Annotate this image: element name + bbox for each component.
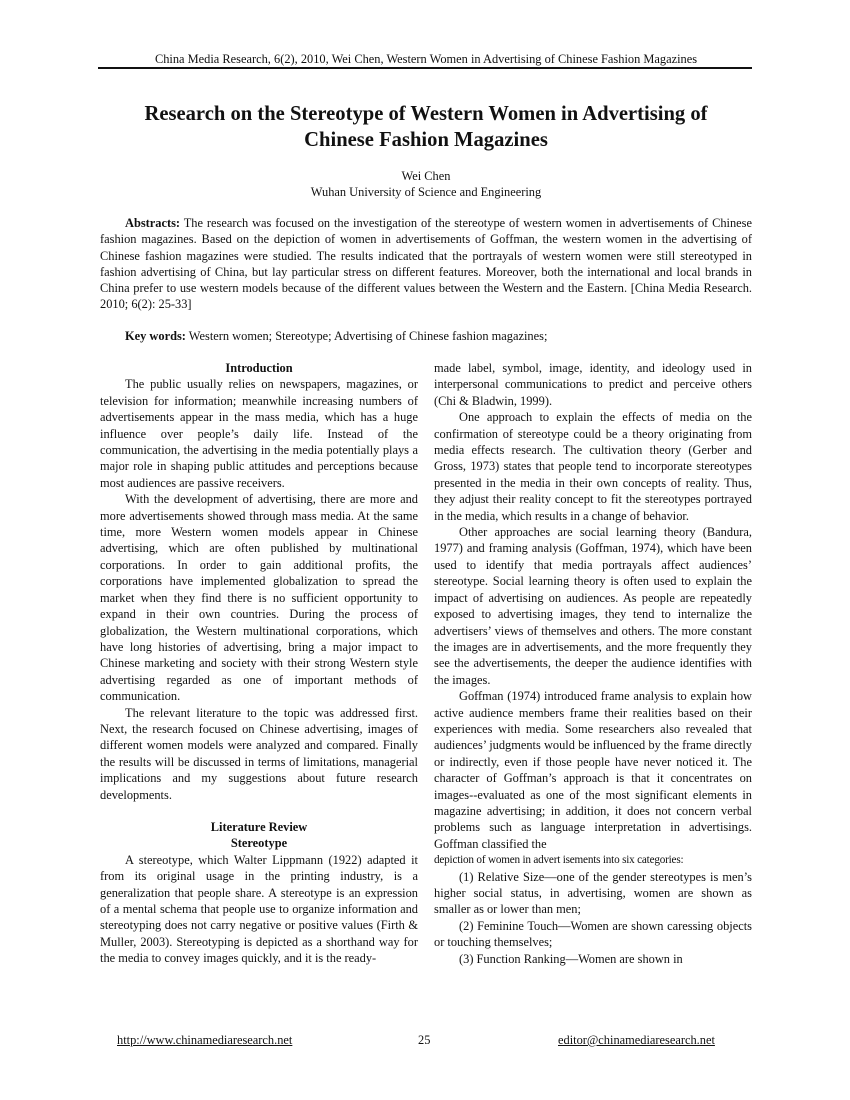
literature-review-heading: Literature Review xyxy=(210,819,308,834)
list-item: (2) Feminine Touch—Women are shown caressing objects or touching themselves; xyxy=(434,918,752,950)
paragraph-tail: depiction of women in advert isements into six categories: xyxy=(434,854,684,867)
paragraph: The relevant literature to the topic was addressed first. Next, the research focused on Chinese advertising, images of different women models were analyzed and compared. Finally the results will be discussed in terms of limitations, managerial implications and my suggestions about future research developments. xyxy=(100,705,418,802)
page-number: 25 xyxy=(418,1033,431,1047)
paragraph: One approach to explain the effects of media on the confirmation of stereotype could be a theory originating from media effects research. The cultivation theory (Gerber and Gross, 1973) states that people tend to incorporate stereotypes presented in the media in their own concepts of reality. Thus, they adjust their reality concept to fit the stereotypes portrayed in the media, which results in a change of behavior. xyxy=(434,410,752,523)
paper-title-line-1: Research on the Stereotype of Western Women in Advertising of xyxy=(144,103,708,125)
keywords-text: Western women; Stereotype; Advertising of Chinese fashion magazines; xyxy=(185,329,548,343)
list-item: (3) Function Ranking—Women are shown in xyxy=(459,951,683,966)
paragraph: With the development of advertising, there are more and more advertisements showed through mass media. At the same time, more Western women models appear in Chinese advertising, which are often published by multinational corporations. In order to gain additional profits, the corporations have implemented globalization to spread the market when they find there is no sufficient opportunity to expand in their own countries. During the process of globalization, the Western multinational corporations, which have long histories of advertising, bring a major impact to Chinese marketing and society with their strong Western style advertising regarded as one of important methods of communication. xyxy=(100,492,418,704)
paper-title-line-2: Chinese Fashion Magazines xyxy=(304,129,548,151)
abstract-label: Abstracts: xyxy=(125,216,181,230)
running-header: China Media Research, 6(2), 2010, Wei Chen, Western Women in Advertising of Chinese Fashion Magazines xyxy=(154,52,698,66)
abstract xyxy=(100,215,752,313)
left-column xyxy=(100,360,418,967)
paper-title xyxy=(100,101,752,153)
author-name: Wei Chen xyxy=(401,169,451,183)
keywords-label: Key words: xyxy=(125,329,186,343)
introduction-heading: Introduction xyxy=(225,361,293,375)
website-link[interactable]: http://www.chinamediaresearch.net xyxy=(117,1033,293,1047)
footer-website xyxy=(117,1032,292,1048)
email-link[interactable]: editor@chinamediaresearch.net xyxy=(558,1033,715,1047)
keywords xyxy=(100,328,752,344)
paragraph: Goffman (1974) introduced frame analysis to explain how active audience members frame their realities based on their experiences with media. Some researchers also revealed that audiences’ judgments would be influenced by the frame directly or indirectly, even if those people have never noticed it. The character of Goffman’s approach is that it concentrates on images--evaluated as one of the most significant elements in magazine advertising; in addition, it does not concern verbal problems such as language interpretation in advertisings. Goffman classified the xyxy=(434,689,752,851)
paragraph: made label, symbol, image, identity, and ideology used in interpersonal communications to predict and perceive others (Chi & Bladwin, 1999). xyxy=(434,361,752,408)
footer-email xyxy=(558,1032,715,1048)
list-item: (1) Relative Size—one of the gender stereotypes is men’s higher social status, in advertising, women are shown as smaller as or lower than men; xyxy=(434,869,752,917)
stereotype-subheading: Stereotype xyxy=(230,836,288,851)
paragraph: Other approaches are social learning theory (Bandura, 1977) and framing analysis (Goffman, 1974), which have been used to identify that media portrayals affect audiences’ stereotype. Social learning theory is often used to explain the impact of advertising on audiences. As people are repeatedly exposed to advertising images, they tend to internalize the advertisers’ views of themselves and others. The more constant the images are in advertisements, and the more frequently they see the advertisements, the deeper the audience identifies with the images. xyxy=(434,525,752,687)
paragraph: The public usually relies on newspapers, magazines, or television for information; meanwhile increasing numbers of advertisements appear in the mass media, which has a huge influence over people’s daily life. Instead of the communication, the advertising in the media potentially plays a major role in shaping public attitudes and perceptions because most audiences are passive receivers. xyxy=(100,377,418,490)
paragraph: A stereotype, which Walter Lippmann (1922) adapted it from its original usage in the printing industry, is a generalization that people share. A stereotype is an expression of a mental schema that people use to organize information and stereotyping does not carry negative or positive values (Firth & Muller, 2003). Stereotyping is depicted as a shorthand way for the media to convey images quickly, and it is the ready- xyxy=(100,852,418,966)
author-affiliation: Wuhan University of Science and Engineering xyxy=(310,185,542,199)
abstract-text: The research was focused on the investigation of the stereotype of western women in advertisements of Chinese fashion magazines. Based on the depiction of women in advertisements of Goffman, the western women in the advertising of Chinese fashion magazines were studied. The results indicated that the portrayals of western women were still stereotyped in fashion advertising of China, but lay particular stress on different features. Moreover, both the international and local brands in China prefer to use western models because of the different values between the Western and the Eastern. [China Media Research. 2010; 6(2): 25-33] xyxy=(100,216,752,312)
right-column xyxy=(434,360,752,967)
header-rule xyxy=(98,67,752,69)
